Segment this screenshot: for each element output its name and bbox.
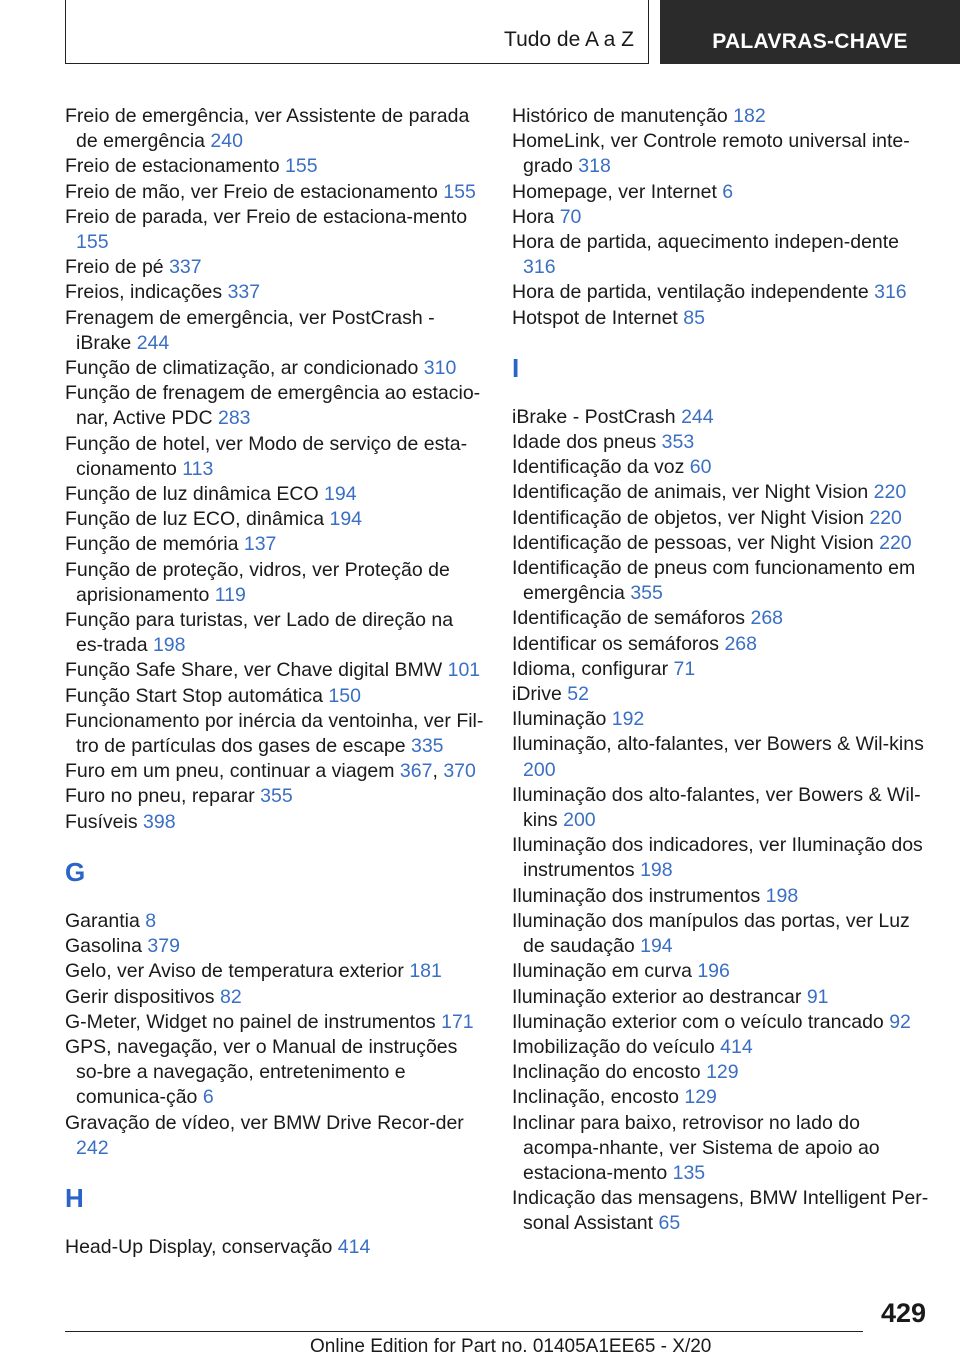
page-reference-link[interactable]: 91 [806, 985, 829, 1008]
index-entry [65, 1111, 485, 1161]
page-reference-link[interactable]: 60 [689, 456, 712, 479]
index-entry-text: Hotspot de Internet [512, 306, 684, 329]
page-reference-link[interactable]: 337 [227, 281, 261, 304]
index-entry [512, 707, 932, 732]
index-entry-text: Freio de mão, ver Freio de estacionamento [65, 180, 444, 203]
index-entry-text: Gelo, ver Aviso de temperatura exterior [65, 960, 410, 983]
index-entry [512, 129, 932, 179]
index-entry [65, 684, 485, 709]
index-entry [512, 959, 932, 984]
index-entry-text: Iluminação dos alto-falantes, ver Bowers & Wil-kins [512, 783, 921, 832]
index-column-right [512, 104, 932, 1237]
index-entry [65, 608, 485, 658]
index-entry [512, 180, 932, 205]
page-reference-link[interactable]: 316 [523, 256, 556, 279]
index-entry [512, 306, 932, 331]
index-entry [65, 658, 485, 683]
index-entry-text: Identificação de objetos, ver Night Vision [512, 506, 870, 529]
page-reference-link[interactable]: 220 [873, 481, 907, 504]
page-reference-link[interactable]: 337 [169, 256, 202, 279]
page-reference-link[interactable]: 268 [724, 632, 757, 655]
index-entry-text: Iluminação [512, 708, 612, 731]
index-entry-text: Função de luz dinâmica ECO [65, 483, 325, 506]
page-reference-link[interactable]: 414 [720, 1035, 753, 1058]
page-reference-link[interactable]: 155 [285, 155, 318, 178]
index-entry [65, 1010, 485, 1035]
page-reference-link[interactable]: 8 [145, 909, 157, 932]
index-entry [65, 1235, 485, 1260]
index-entry-text: Identificação de pneus com funcionamento em emergência [512, 557, 916, 605]
index-entry [65, 104, 485, 154]
page-reference-link[interactable]: 85 [683, 306, 705, 329]
index-entry-text: Gravação de vídeo, ver BMW Drive Recor-der [65, 1111, 464, 1134]
index-entry-text: Indicação das mensagens, BMW Intelligent Per-sonal Assistant [512, 1187, 929, 1235]
page-reference-link[interactable]: 316 [874, 281, 907, 304]
index-entry [65, 280, 485, 305]
index-entry [65, 482, 485, 507]
keywords-tab[interactable]: PALAVRAS-CHAVE [660, 0, 960, 64]
page-reference-link[interactable]: 181 [409, 960, 442, 983]
index-entry-text: Gerir dispositivos [65, 985, 220, 1008]
index-entry-text: HomeLink, ver Controle remoto universal inte-grado [512, 130, 910, 178]
index-entry [65, 180, 485, 205]
page-reference-link[interactable]: 198 [152, 634, 186, 657]
index-entry-text: Histórico de manutenção [512, 105, 734, 127]
page-reference-link[interactable]: 200 [523, 758, 556, 781]
page-reference-link[interactable]: 414 [337, 1235, 371, 1258]
index-entry [65, 784, 485, 809]
page-reference-link[interactable]: 198 [765, 884, 799, 907]
page-reference-link[interactable]: 70 [559, 205, 582, 228]
index-entry-text: Freio de emergência, ver Assistente de parada de emergência [65, 105, 470, 153]
index-letter-heading: I [512, 352, 520, 383]
index-entry [65, 154, 485, 179]
index-entry [512, 1035, 932, 1060]
index-column-left [65, 104, 485, 1260]
page-reference-link[interactable]: 182 [733, 105, 766, 127]
index-entry-text: Função de proteção, vidros, ver Proteção de aprisionamento [65, 558, 450, 606]
page-reference-link[interactable]: 129 [684, 1086, 717, 1109]
index-entry-text: GPS, navegação, ver o Manual de instruções so-bre a navegação, entretenimento e comunica-ção [65, 1035, 458, 1109]
index-entry-text: Hora [512, 205, 560, 228]
index-entry [512, 430, 932, 455]
page-reference-link[interactable]: 65 [658, 1212, 681, 1235]
page-reference-link[interactable]: 244 [681, 405, 714, 428]
index-entry-text: Inclinar para baixo, retrovisor no lado do acompa-nhante, ver Sistema de apoio ao estaciona-mento [512, 1111, 880, 1184]
page-reference-link[interactable]: 283 [217, 407, 251, 430]
page-reference-link[interactable]: 367 [399, 760, 433, 783]
index-entry-text: Função Safe Share, ver Chave digital BMW [65, 659, 448, 682]
page-reference-link[interactable]: 194 [324, 483, 357, 506]
index-entry [512, 480, 932, 505]
index-entry-text: Inclinação, encosto [512, 1086, 685, 1109]
footer-divider [65, 1331, 863, 1332]
index-entry [512, 205, 932, 230]
index-entry-text: Gasolina [65, 935, 148, 958]
index-entry-text: G-Meter, Widget no painel de instrumentos [65, 1010, 442, 1033]
page-reference-link[interactable]: 379 [147, 935, 180, 958]
ref-separator: , [432, 760, 444, 783]
header-frame [65, 0, 649, 64]
page-reference-link[interactable]: 220 [869, 506, 902, 529]
index-entry-text: Freio de estacionamento [65, 155, 286, 178]
page-reference-link[interactable]: 82 [219, 985, 242, 1008]
index-entry [512, 657, 932, 682]
section-title: Tudo de A a Z [504, 28, 634, 51]
index-letter-heading: G [65, 856, 86, 887]
page-reference-link[interactable]: 318 [578, 155, 611, 178]
index-entry-text: Freio de parada, ver Freio de estaciona-mento [65, 205, 468, 228]
page-reference-link[interactable]: 192 [611, 708, 645, 731]
page-reference-link[interactable]: 137 [243, 533, 277, 556]
page-reference-link[interactable]: 6 [722, 180, 734, 203]
index-entry-text: Freio de pé [65, 256, 170, 279]
index-entry-text: Identificação de animais, ver Night Vision [512, 481, 874, 504]
index-entry-text: Função de climatização, ar condicionado [65, 357, 424, 380]
page-reference-link[interactable]: 6 [202, 1086, 214, 1109]
index-entry [65, 432, 485, 482]
index-entry [65, 255, 485, 280]
page-reference-link[interactable]: 200 [563, 809, 596, 832]
index-entry [512, 632, 932, 657]
index-entry [65, 356, 485, 381]
index-entry-text: Imobilização do veículo [512, 1035, 721, 1058]
index-entry [65, 205, 485, 255]
index-entry [512, 1186, 932, 1236]
index-entry [512, 783, 932, 833]
page-reference-link[interactable]: 240 [210, 130, 243, 153]
index-entry-text: Idioma, configurar [512, 657, 674, 680]
index-entry-text: iBrake - PostCrash [512, 405, 682, 428]
index-entry-text: Iluminação exterior ao destrancar [512, 985, 807, 1008]
index-entry-text: Head-Up Display, conservação [65, 1235, 338, 1258]
index-entry-text: Função de memória [65, 533, 244, 556]
index-entry-text: Função Start Stop automática [65, 684, 329, 707]
page-reference-link[interactable]: 171 [441, 1010, 474, 1033]
index-entry [65, 1035, 485, 1111]
index-entry-text: Função de hotel, ver Modo de serviço de esta-cionamento [65, 432, 468, 480]
index-entry [65, 909, 485, 934]
page-reference-link[interactable]: 155 [76, 231, 109, 254]
index-entry-text: Função de luz ECO, dinâmica [65, 508, 330, 531]
index-entry [65, 934, 485, 959]
page-reference-link[interactable]: 220 [879, 531, 912, 554]
page-reference-link[interactable]: 113 [182, 457, 214, 480]
index-entry-text: Inclinação do encosto [512, 1061, 707, 1084]
page-reference-link[interactable]: 398 [143, 810, 176, 833]
index-entry-text: Identificar os semáforos [512, 632, 725, 655]
index-entry [512, 909, 932, 959]
index-entry [65, 709, 485, 759]
index-entry [512, 531, 932, 556]
index-entry [512, 1010, 932, 1035]
index-entry-text: Identificação de semáforos [512, 607, 751, 630]
index-entry-text: Furo no pneu, reparar [65, 785, 261, 808]
index-entry-text: Funcionamento por inércia da ventoinha, ver Fil-tro de partículas dos gases de escape [65, 709, 484, 758]
page-reference-link[interactable]: 155 [443, 180, 476, 203]
page-reference-link[interactable]: 101 [447, 659, 481, 682]
page-reference-link[interactable]: 310 [423, 357, 457, 380]
index-entry-text: Homepage, ver Internet [512, 180, 723, 203]
index-entry-text: Fusíveis [65, 810, 144, 833]
page-reference-link[interactable]: 244 [136, 331, 170, 354]
index-entry-text: Hora de partida, aquecimento indepen-dente [512, 231, 900, 254]
index-entry-text: Iluminação dos indicadores, ver Iluminação dos instrumentos [512, 834, 923, 882]
page-reference-link[interactable]: 242 [76, 1136, 109, 1159]
index-entry-text: Garantia [65, 909, 146, 932]
index-entry [512, 280, 932, 305]
index-entry [65, 381, 485, 431]
index-entry-text: iDrive [512, 683, 568, 706]
index-entry-text: Idade dos pneus [512, 431, 662, 454]
index-entry [512, 985, 932, 1010]
index-entry-text: Iluminação exterior com o veículo trancado [512, 1010, 890, 1033]
index-entry [65, 306, 485, 356]
index-entry-text: Identificação da voz [512, 456, 690, 479]
index-entry [512, 884, 932, 909]
index-entry-text: Furo em um pneu, continuar a viagem [65, 760, 400, 783]
index-entry [512, 732, 932, 782]
index-letter-heading: H [65, 1182, 84, 1213]
page-reference-link[interactable]: 52 [567, 683, 589, 706]
index-entry [65, 985, 485, 1010]
page-reference-link[interactable]: 198 [640, 859, 673, 882]
index-entry-text: Iluminação em curva [512, 960, 698, 983]
index-entry [512, 405, 932, 430]
page-reference-link[interactable]: 194 [640, 935, 673, 958]
index-entry [65, 959, 485, 984]
index-entry [512, 455, 932, 480]
index-entry-text: Freios, indicações [65, 281, 228, 304]
page-reference-link[interactable]: 135 [672, 1161, 706, 1184]
page-reference-link[interactable]: 119 [214, 583, 246, 606]
index-entry-text: Função para turistas, ver Lado de direção na es-trada [65, 609, 454, 657]
index-entry-text: Iluminação dos instrumentos [512, 884, 766, 907]
index-entry [512, 230, 932, 280]
index-entry [512, 682, 932, 707]
footer-text: Online Edition for Part no. 01405A1EE65 - X/20 [310, 1336, 712, 1357]
index-entry-text: Iluminação, alto-falantes, ver Bowers & Wil-kins [512, 733, 924, 756]
page-reference-link[interactable]: 194 [329, 508, 363, 531]
index-entry [512, 556, 932, 606]
index-entry [512, 606, 932, 631]
index-entry-text: Hora de partida, ventilação independente [512, 281, 875, 304]
page-reference-link[interactable]: 150 [328, 684, 361, 707]
page-number: 429 [880, 1298, 926, 1328]
page-reference-link[interactable]: 129 [706, 1061, 739, 1084]
index-entry-text: Frenagem de emergência, ver PostCrash - iBrake [65, 306, 435, 354]
index-entry [65, 558, 485, 608]
index-entry [65, 759, 485, 784]
index-entry-text: Função de frenagem de emergência ao estacio-nar, Active PDC [65, 382, 481, 430]
page-reference-link[interactable]: 92 [889, 1010, 911, 1033]
page-reference-link[interactable]: 268 [750, 607, 784, 630]
index-entry [512, 1085, 932, 1110]
index-entry [512, 1111, 932, 1187]
page-reference-link[interactable]: 355 [630, 582, 663, 605]
index-entry [65, 507, 485, 532]
index-entry-text: Iluminação dos manípulos das portas, ver Luz de saudação [512, 909, 910, 958]
page-reference-link[interactable]: 353 [661, 431, 695, 454]
index-entry [512, 1060, 932, 1085]
index-entry [65, 532, 485, 557]
page-reference-link[interactable]: 355 [260, 785, 293, 808]
index-entry [512, 104, 932, 129]
index-entry [512, 833, 932, 883]
index-entry-text: Identificação de pessoas, ver Night Vision [512, 531, 880, 554]
page-reference-link[interactable]: 370 [443, 760, 476, 783]
page-reference-link[interactable]: 196 [697, 960, 730, 983]
index-entry [512, 506, 932, 531]
page-reference-link[interactable]: 71 [673, 657, 696, 680]
page-reference-link[interactable]: 335 [410, 735, 444, 758]
index-entry [65, 810, 485, 835]
